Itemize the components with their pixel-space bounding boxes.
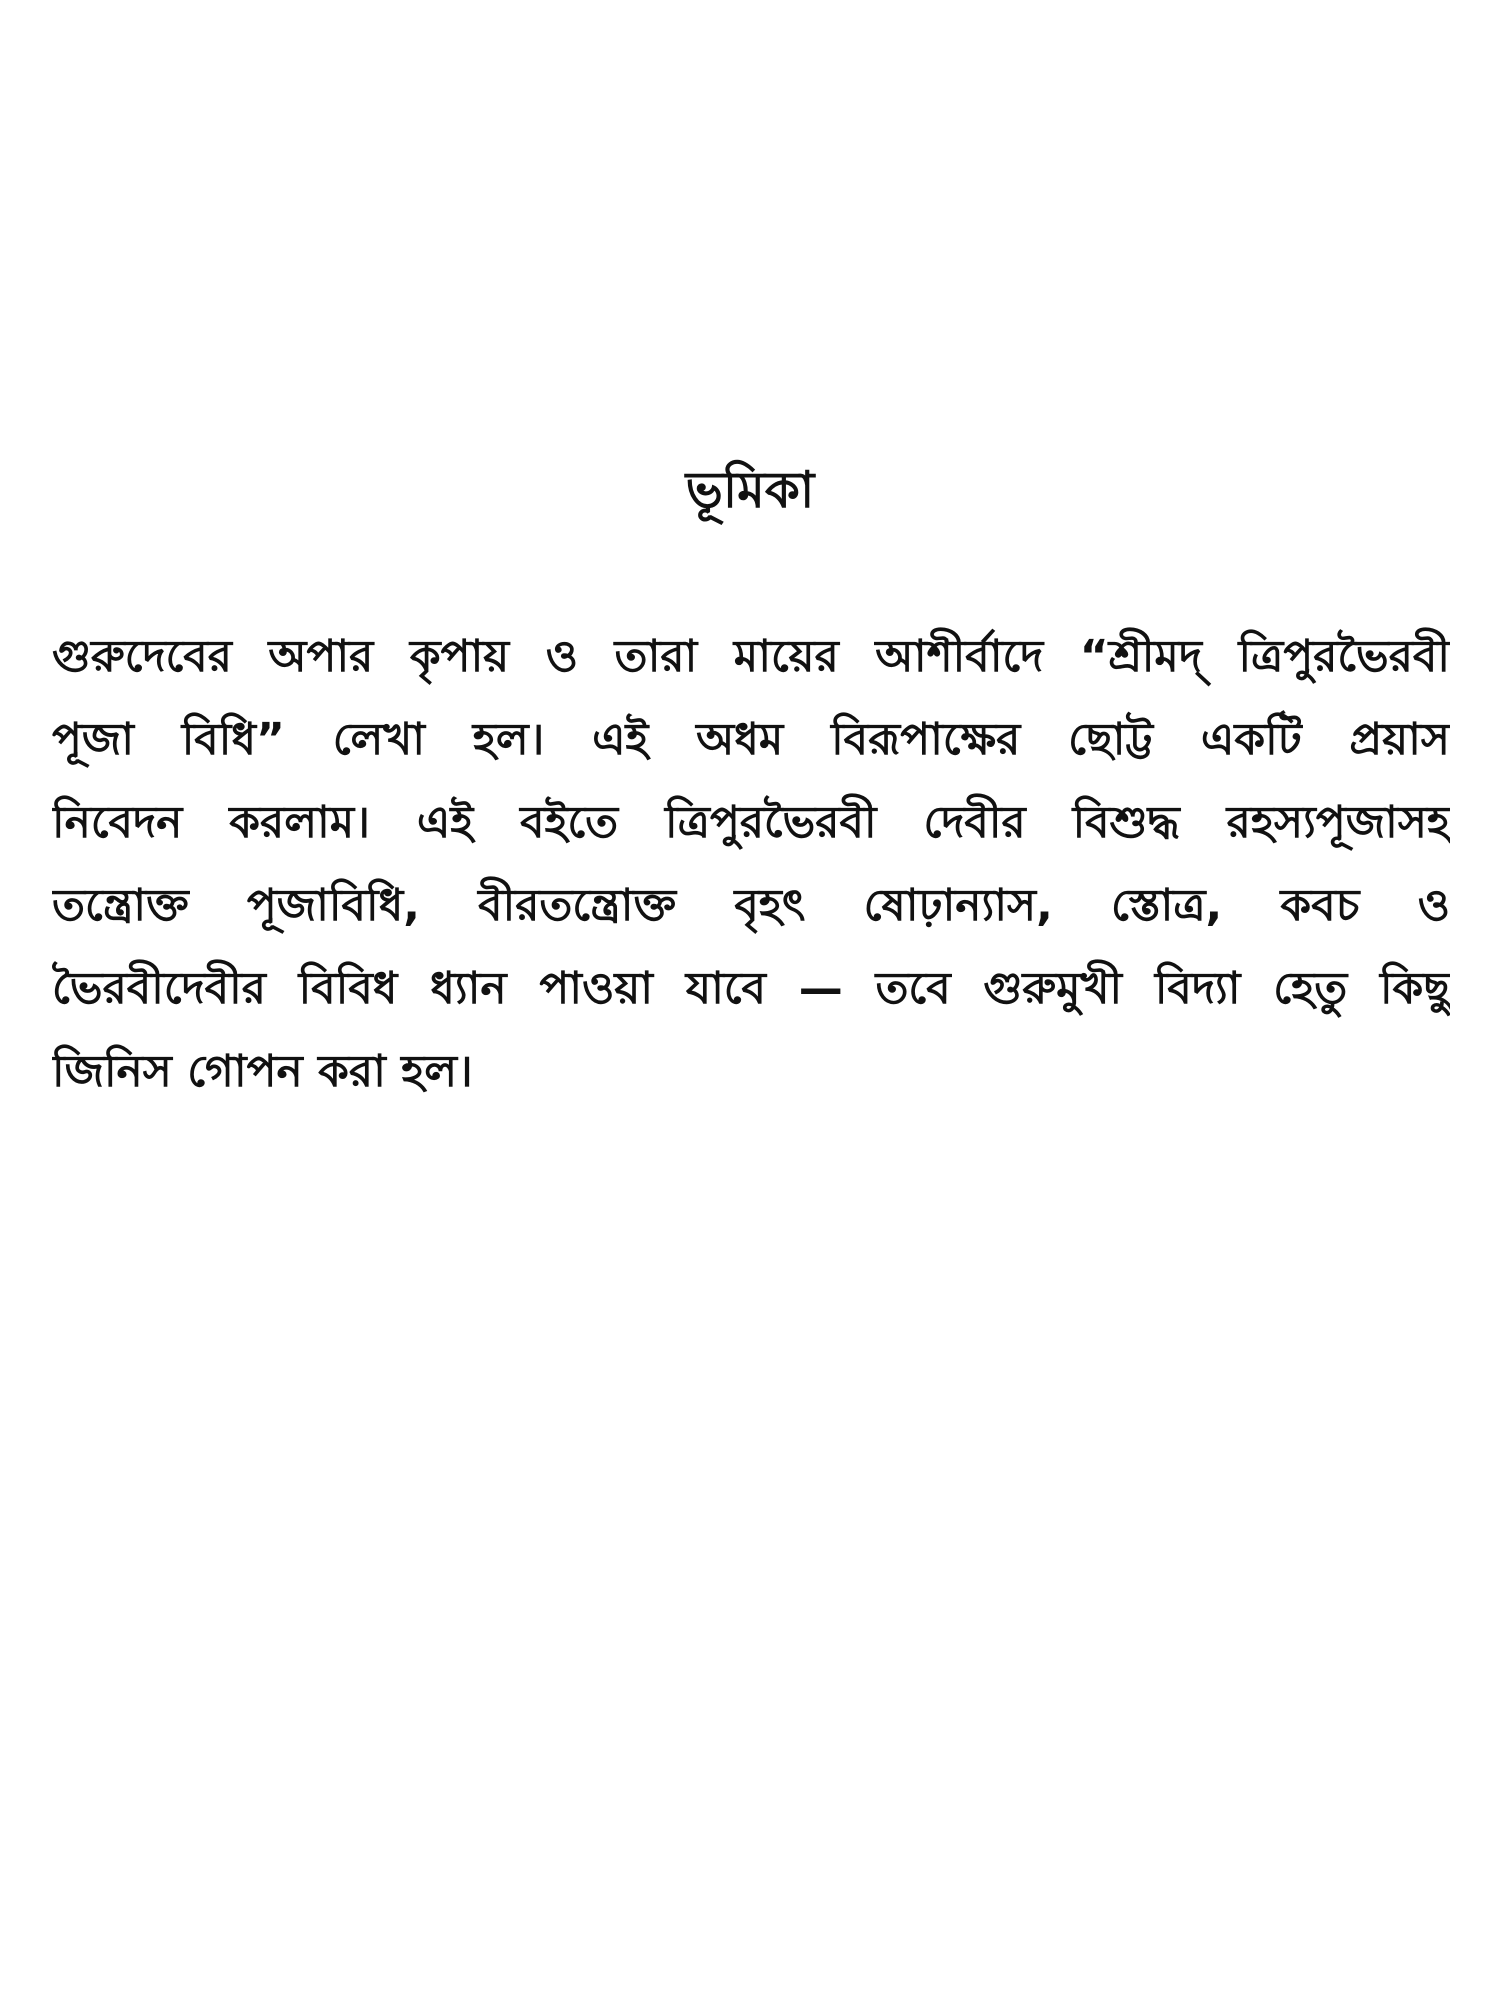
paragraph-line: নিবেদন করলাম। এই বইতে ত্রিপুরভৈরবী দেবীর বিশুদ্ধ রহস্যপূজাসহ — [52, 797, 1450, 848]
page-heading: ভূমিকা — [685, 461, 815, 519]
paragraph-line: গুরুদেবের অপার কৃপায় ও তারা মায়ের আশীর্বাদে “শ্রীমদ্ ত্রিপুরভৈরবী — [52, 631, 1450, 682]
paragraph-line: পূজা বিধি” লেখা হল। এই অধম বিরূপাক্ষের ছোট্ট একটি প্রয়াস — [52, 714, 1450, 765]
paragraph-line: ভৈরবীদেবীর বিবিধ ধ্যান পাওয়া যাবে — তবে গুরুমুখী বিদ্যা হেতু কিছু — [52, 963, 1450, 1014]
paragraph-line: জিনিস গোপন করা হল। — [52, 1046, 473, 1097]
paragraph-line: তন্ত্রোক্ত পূজাবিধি, বীরতন্ত্রোক্ত বৃহৎ ষোঢ়ান্যাস, স্তোত্র, কবচ ও — [52, 880, 1450, 931]
preface-paragraph — [52, 615, 1450, 1113]
